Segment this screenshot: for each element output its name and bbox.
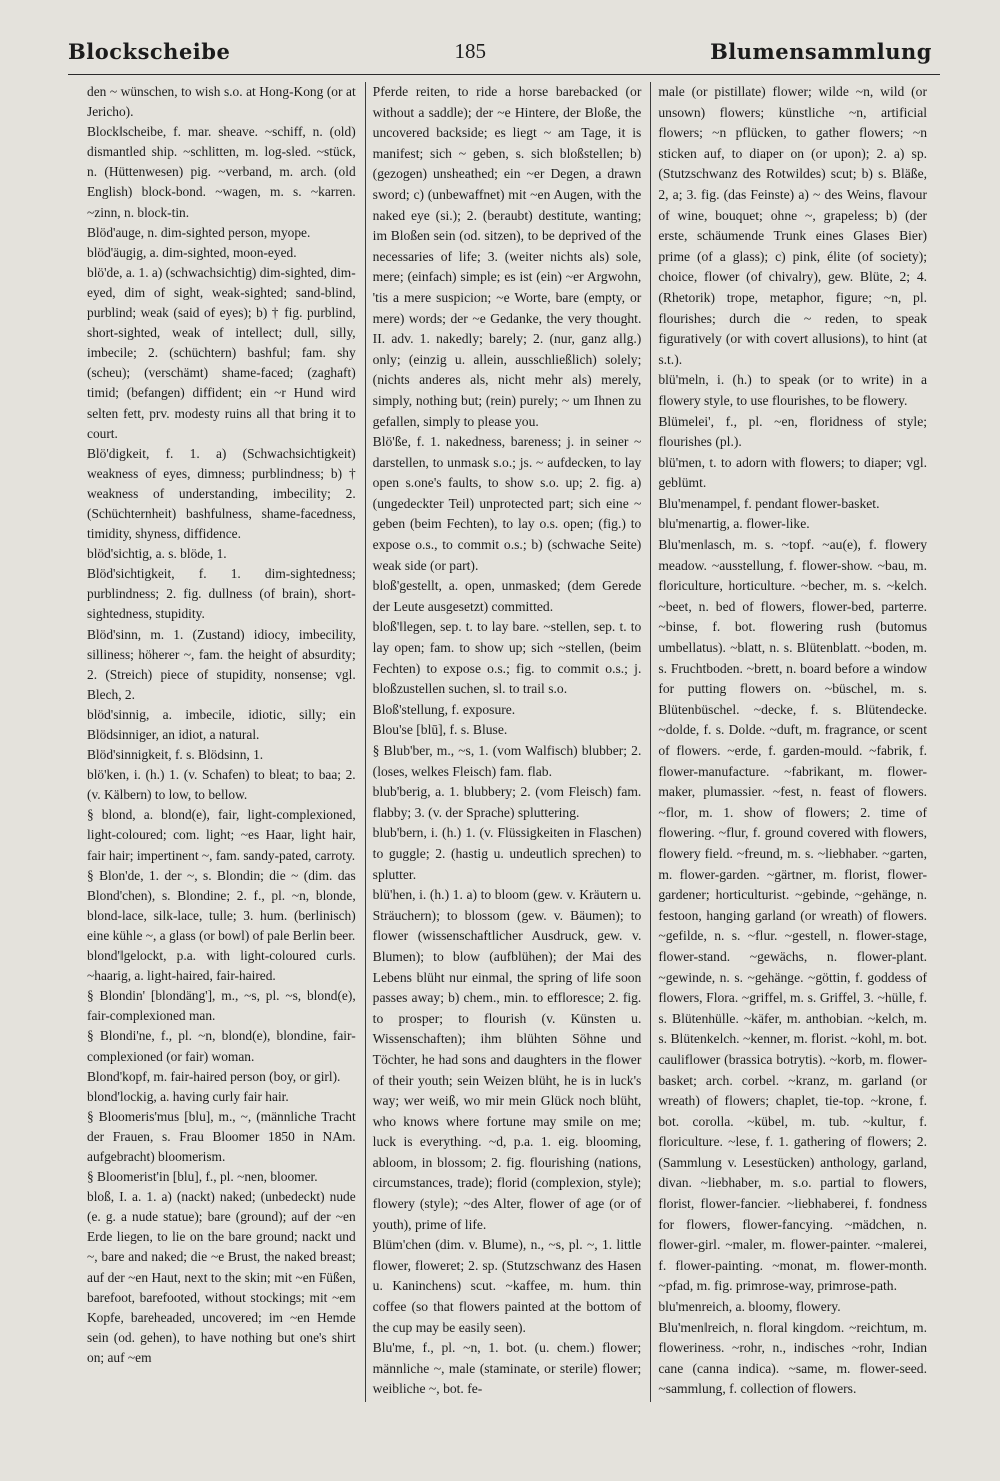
entry: Blond'kopf, m. fair-haired person (boy, or girl).: [87, 1068, 341, 1084]
entry: Blou'se [blū], f. s. Bluse.: [372, 722, 508, 738]
entry: blond'‖gelockt, p.a. with light-coloured curls. ~haarig, a. light-haired, fair-haired.: [87, 948, 356, 984]
entry: § Blondin' [blondäng'], m., ~s, pl. ~s, blond(e), fair-complexioned man.: [87, 988, 356, 1024]
entry: bloß, I. a. 1. a) (nackt) naked; (unbedeckt) nude (e. g. a nude statue); bare (ground); auf der ~en Erde liegen, to lie on the bare ground; nackt und ~, bare and naked; die ~e Brust, the naked breast; auf der ~en Haut, next to the skin; mit ~en Füßen, barefoot, barefooted, without stockings; mit ~em Kopfe, bareheaded, uncovered; im ~en Hemde sein (od. gehen), to have nothing but one's shirt on; auf ~em: [87, 1189, 356, 1365]
column-1: [80, 82, 365, 1402]
entry: Blöd'sinnigkeit, f. s. Blödsinn, 1.: [87, 747, 264, 763]
column-2: [365, 82, 651, 1402]
column-3: [650, 82, 936, 1402]
entry: blub'bern, i. (h.) 1. (v. Flüssigkeiten in Flaschen) to guggle; 2. (hastig u. undeutlich sprechen) to splutter.: [372, 825, 642, 882]
entry: blub'berig, a. 1. blubbery; 2. (vom Fleisch) fam. flabby; 3. (v. der Sprache) spluttering.: [372, 784, 642, 820]
entry: § Bloomerist'in [blu], f., pl. ~nen, bloomer.: [87, 1169, 318, 1185]
entry: Blöd'sichtigkeit, f. 1. dim-sightedness; purblindness; 2. fig. dullness (of brain), short-sightedness, stupidity.: [87, 566, 356, 622]
entry: blu'menreich, a. bloomy, flowery.: [658, 1299, 841, 1315]
entry: Blö'ße, f. 1. nakedness, bareness; j. in seiner ~ darstellen, to unmask s.o.; js. ~ aufdecken, to lay open s.one's faults, to show s.o. up; 2. fig. a) (ungedeckter Teil) unprotected part; sich eine ~ geben (beim Fechten), to lay o.s. open; (fig.) to expose o.s., to commit o.s.; b) (schwache Seite) weak side (or part).: [372, 434, 642, 573]
left-guide-word: Blockscheibe: [68, 39, 231, 64]
text-columns: [80, 82, 936, 1402]
entry: Blümelei', f., pl. ~en, floridness of style; flourishes (pl.).: [658, 413, 928, 450]
entry: Blöd'auge, n. dim-sighted person, myope.: [87, 224, 311, 240]
entry: Blu'men‖asch, m. s. ~topf. ~au(e), f. flowery meadow. ~ausstellung, f. flower-show. ~bau, m. floriculture, horticulture. ~becher, m. s. ~kelch. ~beet, n. bed of flowers, flower-bed, parterre. ~binse, f. bot. flowering rush (butomus umbellatus). ~blatt, n. s. Blütenblatt. ~boden, m. s. Fruchtboden. ~brett, n. board before a window for putting flowers on. ~büschel, m. s. Blütenbüschel. ~decke, f. s. Blütendecke. ~dolde, f. s. Dolde. ~duft, m. fragrance, or scent of flowers. ~erde, f. garden-mould. ~fabrik, f. flower-manufacture. ~fabrikant, m. flower-maker, plumassier. ~fest, n. feast of flowers. ~flor, m. 1. show of flowers; 2. time of flowering. ~flur, f. ground covered with flowers, flowery field. ~freund, m. s. ~liebhaber. ~garten, m. flower-garden. ~gärtner, m. florist, flower-gardener; horticulturist. ~gebinde, ~gehänge, n. festoon, hanging garland (or wreath) of flowers. ~gefilde, n. s. ~flur. ~gestell, n. flower-stage, flower-stand. ~gewächs, n. flower-plant. ~gewinde, n. s. ~gehänge. ~göttin, f. goddess of flowers, Flora. ~griffel, m. s. Griffel, 3. ~hülle, f. s. Blütenhülle. ~käfer, m. anthobian. ~kelch, m. s. Blütenkelch. ~kenner, m. florist. ~kohl, m. bot. cauliflower (brassica botrytis). ~korb, m. flower-basket; arch. corbel. ~kranz, m. garland (or wreath) of flowers; chaplet, tie-top. ~krone, f. bot. corolla. ~kübel, m. tub. ~kultur, f. floriculture. ~lese, f. 1. gathering of flowers; 2. (Sammlung v. Lesestücken) anthology, garland, divan. ~liebhaber, m. s.o. partial to flowers, florist, flower-fancier. ~liebhaberei, f. fondness for flowers, flower-fancying. ~mädchen, n. flower-girl. ~maler, m. flower-painter. ~malerei, f. flower-painting. ~monat, m. flower-month. ~pfad, m. fig. primrose-way, primrose-path.: [658, 537, 928, 1294]
entry: bloß'‖legen, sep. t. to lay bare. ~stellen, sep. t. to lay open; fam. to show up; sich ~stellen, (beim Fechten) to expose o.s.; fig. to commit o.s.; j. bloßzustellen suchen, sl. to trail s.o.: [372, 619, 642, 697]
entry: § Blondi'ne, f., pl. ~n, blond(e), blondine, fair-complexioned (or fair) woman.: [87, 1028, 356, 1064]
entry: blöd'äugig, a. dim-sighted, moon-eyed.: [87, 244, 297, 260]
entry: Block‖scheibe, f. mar. sheave. ~schiff, n. (old) dismantled ship. ~schlitten, m. log-sled. ~stück, n. (Hüttenwesen) pig. ~verband, m. arch. (old English) block-bond. ~wagen, m. s. ~karren. ~zinn, n. block-tin.: [87, 124, 356, 220]
entry: Blu'menampel, f. pendant flower-basket.: [658, 495, 880, 511]
entry: blö'de, a. 1. a) (schwachsichtig) dim-sighted, dim-eyed, dim of sight, weak-sighted; sand-blind, purblind; weak (said of eyes); b) † fig. purblind, short-sighted, weak of intellect; dull, silly, imbecile; 2. (schüchtern) bashful; fam. shy (scheu); (verschämt) shame-faced; (zaghaft) timid; (befangen) diffident; ein ~r Hund wird selten fett, prv. modesty ruins all that bring it to court.: [87, 264, 356, 441]
entry: blü'meln, i. (h.) to speak (or to write) in a flowery style, to use flourishes, to be flowery.: [658, 372, 928, 408]
entry: Blöd'sinn, m. 1. (Zustand) idiocy, imbecility, silliness; höherer ~, fam. the height of absurdity; 2. (Streich) piece of stupidity, nonsense; vgl. Blech, 2.: [87, 626, 356, 702]
entry: § blond, a. blond(e), fair, light-complexioned, light-coloured; com. light; ~es Haar, light hair, fair hair; impertinent ~, fam. sandy-pated, carroty.: [87, 807, 356, 863]
entry: § Blub'ber, m., ~s, 1. (vom Walfisch) blubber; 2. (loses, welkes Fleisch) fam. flab.: [372, 743, 642, 779]
entry: Blö'digkeit, f. 1. a) (Schwachsichtigkeit) weakness of eyes, dimness; purblindness; b) † weakness of understanding, imbecility; 2. (Schüchternheit) bashfulness, shame-facedness, timidity, shyness, diffidence.: [87, 445, 356, 542]
entry: Blüm'chen (dim. v. Blume), n., ~s, pl. ~, 1. little flower, floweret; 2. sp. (Stutzschwanz des Hasen u. Kaninchens) scut. ~kaffee, m. hum. thin coffee (so that flowers painted at the bottom of the cup may be easily seen).: [372, 1237, 642, 1335]
entry: blöd'sichtig, a. s. blöde, 1.: [87, 546, 227, 562]
entry: bloß'gestellt, a. open, unmasked; (dem Gerede der Leute ausgesetzt) committed.: [372, 578, 642, 614]
entry: blü'men, t. to adorn with flowers; to diaper; vgl. geblümt.: [658, 454, 928, 491]
entry: Bloß'stellung, f. exposure.: [372, 701, 516, 717]
running-head: [68, 30, 932, 64]
entry: blü'hen, i. (h.) 1. a) to bloom (gew. v. Kräutern u. Sträuchern); to blossom (gew. v. Bäumen); to flower (wissenschaftlicher Ausdruck, gew. v. Blumen); to blow (aufblühen); der Mai des Lebens blüht nur einmal, the spring of life soon passes away; b) chem., min. to effloresce; 2. fig. to prosper; to flourish (v. Künsten u. Wissenschaften); ihm blühten Söhne und Töchter, he had sons and daughters in the flower of their youth; sein Weizen blüht, he is in luck's way; wer weiß, wo mir mein Glück noch blüht, who knows where fortune may smile on me; luck is everything. ~d, p.a. 1. eig. blooming, abloom, in blossom; 2. fig. flourishing (nations, circumstances, trade); florid (complexion, style); flowery (style); ~des Alter, flower of age (or of youth), prime of life.: [372, 887, 642, 1232]
entry: den ~ wünschen, to wish s.o. at Hong-Kong (or at Jericho).: [87, 84, 356, 120]
entry: Blu'men‖reich, n. floral kingdom. ~reichtum, m. floweriness. ~rohr, n., indisches ~rohr, Indian cane (canna indica). ~same, m. flower-seed. ~sammlung, f. collection of flowers.: [658, 1319, 928, 1397]
header-rule: [68, 74, 940, 75]
entry: Pferde reiten, to ride a horse barebacked (or without a saddle); der ~e Hintere, der Bloße, the uncovered backside; es liegt ~ am Tage, it is manifest; sich ~ geben, s. sich bloßstellen; b) (gezogen) unsheathed; ein ~er Degen, a drawn sword; c) (unbewaffnet) mit ~en Augen, with the naked eye (si.); 2. (beraubt) destitute, wanting; im Bloßen sein (od. sitzen), to be deprived of the necessaries of life; 3. (weiter nichts als) sole, mere; (einfach) simple; es ist (ein) ~er Argwohn, 'tis a mere suspicion; ~e Worte, bare (empty, or mere) words; der ~e Gedanke, the very thought. II. adv. 1. nakedly; barely; 2. (nur, ganz allg.) only; (einzig u. allein, ausschließlich) solely; (nichts anderes als, nicht mehr als) merely, simply, nothing but; (rein) purely; ~ um Ihnen zu gefallen, simply to please you.: [372, 84, 642, 429]
entry: § Blon'de, 1. der ~, s. Blondin; die ~ (dim. das Blond'chen), s. Blondine; 2. f., pl. ~n, blonde, blond-lace, silk-lace, tulle; 3. hum. (berlinisch) eine kühle ~, a glass (or bowl) of pale Berlin beer.: [87, 867, 356, 943]
entry: Blu'me, f., pl. ~n, 1. bot. (u. chem.) flower; männliche ~, male (staminate, or sterile) flower; weibliche ~, bot. fe-: [372, 1340, 642, 1397]
entry: male (or pistillate) flower; wilde ~n, wild (or unsown) flowers; künstliche ~n, artificial flowers; ~n pflücken, to gather flowers; ~n sticken auf, to diaper on (or upon); 2. a) sp. (Stutzschwanz des Rotwildes) scut; b) s. Bläße, 2, a; 3. fig. (das Feinste) a) ~ des Weins, flavour of wine, bouquet; ohne ~, grapeless; b) (der erste, schäumende Trunk eines Glases Bier) prime (of a glass); c) pink, élite (of society); choice, flower (of chivalry), gew. Blüte, 2; 4. (Rhetorik) trope, metaphor, figure; ~n, pl. flourishes; durch die ~ reden, to speak figuratively (or with covert allusions), to hint (at s.t.).: [658, 84, 928, 367]
page-number: 185: [454, 39, 486, 63]
entry: blö'ken, i. (h.) 1. (v. Schafen) to bleat; to baa; 2. (v. Kälbern) to low, to bellow.: [87, 767, 356, 803]
entry: blu'menartig, a. flower-like.: [658, 516, 810, 532]
entry: blöd'sinnig, a. imbecile, idiotic, silly; ein Blödsinniger, an idiot, a natural.: [87, 706, 356, 742]
right-guide-word: Blumensammlung: [710, 39, 932, 64]
entry: blond'lockig, a. having curly fair hair.: [87, 1088, 289, 1104]
entry: § Bloomeris'mus [blu], m., ~, (männliche Tracht der Frauen, s. Frau Bloomer 1850 in NAm. aufgebracht) bloomerism.: [87, 1108, 356, 1164]
